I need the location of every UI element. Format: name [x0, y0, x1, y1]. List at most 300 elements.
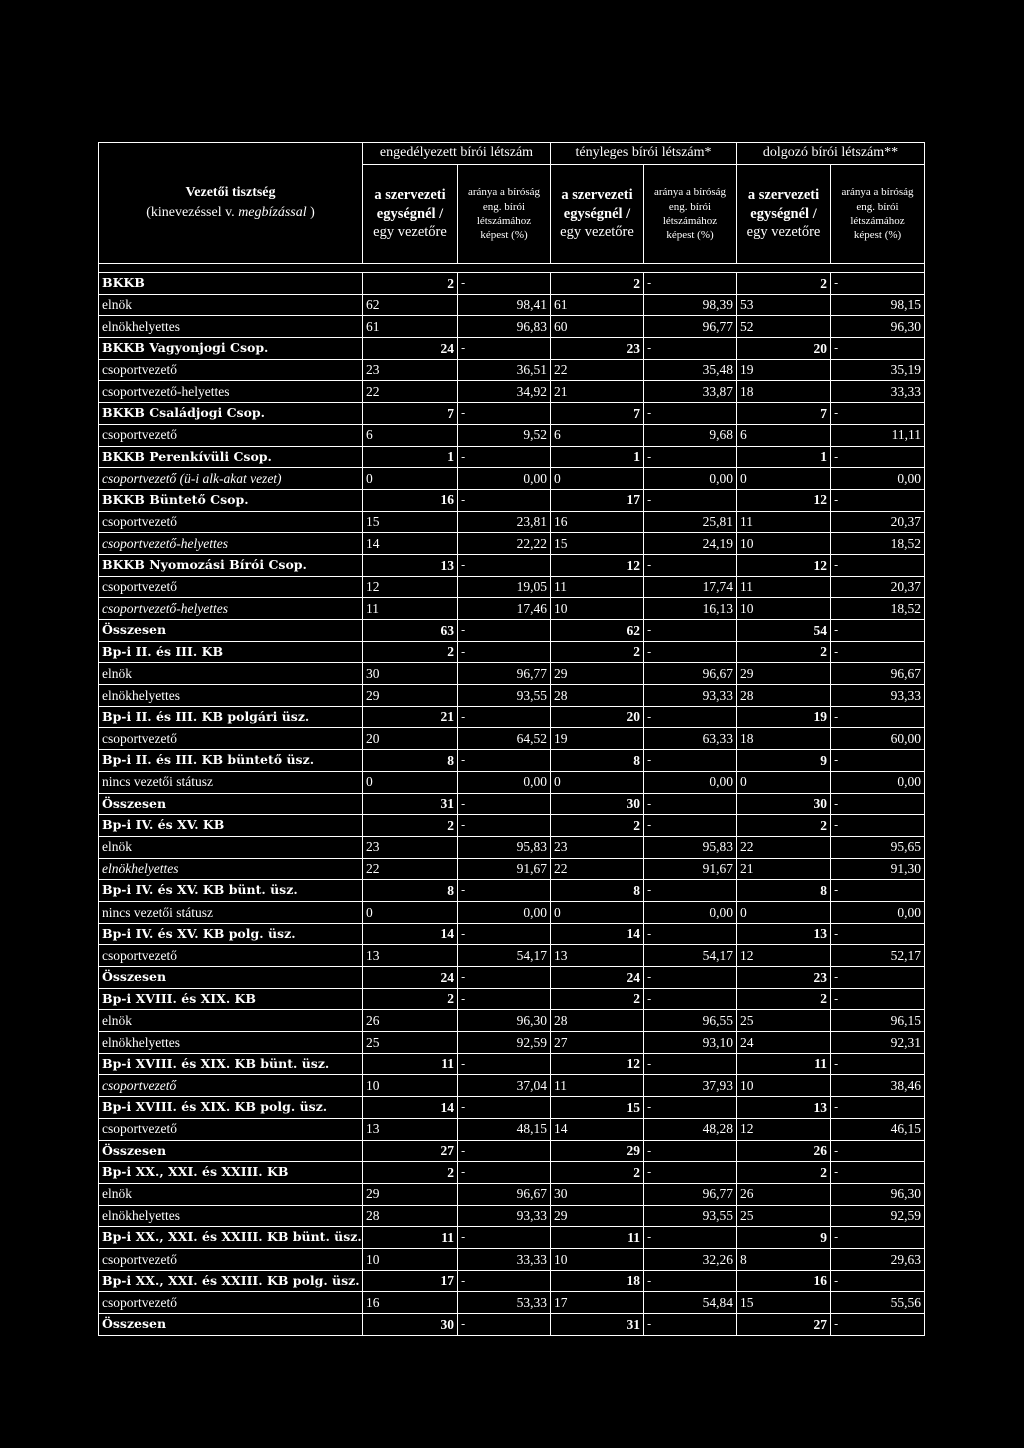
row-label: csoportvezető [99, 1292, 363, 1314]
cell-dolg-count: 19 [737, 359, 831, 381]
table-row [99, 923, 925, 945]
cell-dolg-ratio: 55,56 [831, 1292, 925, 1314]
cell-eng-ratio: 48,15 [458, 1118, 551, 1140]
cell-eng-ratio: - [458, 1227, 551, 1249]
cell-teny-count: 27 [551, 1032, 644, 1054]
row-label: Bp-i XX., XXI. és XXIII. KB bünt. üsz. [99, 1227, 363, 1249]
cell-eng-count: 14 [363, 923, 458, 945]
cell-teny-count: 30 [551, 1183, 644, 1205]
cell-eng-count: 14 [363, 1097, 458, 1119]
subheader-per-leader: a szervezeti egységnél / egy vezetőre [737, 165, 831, 264]
table-row [99, 1183, 925, 1205]
cell-teny-ratio: - [644, 1162, 737, 1184]
cell-dolg-ratio: 52,17 [831, 945, 925, 967]
cell-dolg-ratio: - [831, 1270, 925, 1292]
row-label: elnökhelyettes [99, 1032, 363, 1054]
cell-eng-ratio: 96,77 [458, 663, 551, 685]
cell-eng-count: 14 [363, 533, 458, 555]
cell-dolg-count: 21 [737, 858, 831, 880]
cell-teny-ratio: 32,26 [644, 1248, 737, 1270]
cell-teny-ratio: - [644, 923, 737, 945]
cell-teny-ratio: 54,84 [644, 1292, 737, 1314]
row-label: nincs vezetői státusz [99, 771, 363, 793]
cell-teny-count: 19 [551, 728, 644, 750]
row-label: Összesen [99, 1140, 363, 1162]
row-label: csoportvezető [99, 424, 363, 446]
cell-eng-ratio: - [458, 793, 551, 815]
cell-teny-ratio: 9,68 [644, 424, 737, 446]
cell-dolg-ratio: - [831, 273, 925, 295]
table-row [99, 620, 925, 642]
cell-dolg-ratio: 96,30 [831, 316, 925, 338]
cell-teny-count: 20 [551, 706, 644, 728]
cell-teny-ratio: 24,19 [644, 533, 737, 555]
cell-teny-count: 22 [551, 858, 644, 880]
cell-dolg-ratio: 96,67 [831, 663, 925, 685]
row-label: Bp-i XVIII. és XIX. KB polg. üsz. [99, 1097, 363, 1119]
table-row [99, 706, 925, 728]
cell-teny-count: 16 [551, 511, 644, 533]
cell-eng-count: 29 [363, 1183, 458, 1205]
table-row [99, 489, 925, 511]
table-row [99, 1053, 925, 1075]
cell-teny-ratio: 0,00 [644, 771, 737, 793]
cell-dolg-count: 30 [737, 793, 831, 815]
cell-eng-ratio: 9,52 [458, 424, 551, 446]
cell-teny-ratio: 16,13 [644, 598, 737, 620]
table-row [99, 446, 925, 468]
subheader-per-leader: a szervezeti egységnél / egy vezetőre [551, 165, 644, 264]
cell-eng-count: 25 [363, 1032, 458, 1054]
cell-dolg-count: 10 [737, 598, 831, 620]
cell-dolg-count: 9 [737, 750, 831, 772]
cell-teny-ratio: 95,83 [644, 836, 737, 858]
cell-teny-count: 18 [551, 1270, 644, 1292]
cell-eng-ratio: 36,51 [458, 359, 551, 381]
row-label: csoportvezető [99, 1075, 363, 1097]
cell-dolg-ratio: - [831, 489, 925, 511]
cell-dolg-count: 0 [737, 468, 831, 490]
cell-teny-count: 2 [551, 988, 644, 1010]
table-row [99, 1075, 925, 1097]
table-row [99, 1292, 925, 1314]
cell-teny-count: 8 [551, 750, 644, 772]
cell-teny-ratio: 48,28 [644, 1118, 737, 1140]
cell-teny-ratio: - [644, 706, 737, 728]
row-label: csoportvezető (ü-i alk-akat vezet) [99, 468, 363, 490]
cell-teny-count: 31 [551, 1314, 644, 1336]
cell-eng-count: 10 [363, 1075, 458, 1097]
cell-teny-count: 14 [551, 1118, 644, 1140]
cell-dolg-ratio: - [831, 403, 925, 425]
cell-teny-ratio: - [644, 489, 737, 511]
cell-eng-ratio: 93,55 [458, 685, 551, 707]
row-label: csoportvezető [99, 1118, 363, 1140]
cell-eng-ratio: 96,83 [458, 316, 551, 338]
cell-eng-count: 13 [363, 945, 458, 967]
cell-eng-count: 16 [363, 1292, 458, 1314]
row-label: csoportvezető-helyettes [99, 533, 363, 555]
table-row [99, 294, 925, 316]
cell-teny-count: 12 [551, 554, 644, 576]
cell-teny-ratio: 96,67 [644, 663, 737, 685]
cell-dolg-ratio: - [831, 1227, 925, 1249]
cell-eng-count: 0 [363, 901, 458, 923]
cell-teny-ratio: 93,55 [644, 1205, 737, 1227]
row-label: BKKB Büntető Csop. [99, 489, 363, 511]
table-row [99, 403, 925, 425]
cell-teny-count: 28 [551, 1010, 644, 1032]
cell-teny-ratio: 98,39 [644, 294, 737, 316]
cell-dolg-ratio: - [831, 793, 925, 815]
cell-dolg-count: 24 [737, 1032, 831, 1054]
cell-eng-ratio: - [458, 1140, 551, 1162]
cell-dolg-ratio: 96,15 [831, 1010, 925, 1032]
cell-eng-ratio: - [458, 620, 551, 642]
cell-teny-ratio: - [644, 273, 737, 295]
cell-dolg-count: 12 [737, 554, 831, 576]
cell-teny-ratio: - [644, 403, 737, 425]
cell-dolg-ratio: 33,33 [831, 381, 925, 403]
cell-dolg-ratio: - [831, 815, 925, 837]
cell-teny-count: 0 [551, 468, 644, 490]
cell-dolg-count: 11 [737, 511, 831, 533]
cell-teny-count: 15 [551, 533, 644, 555]
table-row [99, 1140, 925, 1162]
subheader-ratio: aránya a bíróság eng. bírói létszámához képest (%) [831, 165, 925, 264]
cell-eng-ratio: 53,33 [458, 1292, 551, 1314]
row-label: Összesen [99, 793, 363, 815]
cell-dolg-ratio: 35,19 [831, 359, 925, 381]
cell-teny-count: 62 [551, 620, 644, 642]
cell-eng-count: 30 [363, 1314, 458, 1336]
row-label: elnök [99, 836, 363, 858]
subheader-ratio: aránya a bíróság eng. bírói létszámához képest (%) [644, 165, 737, 264]
cell-teny-ratio: 54,17 [644, 945, 737, 967]
cell-teny-count: 30 [551, 793, 644, 815]
cell-teny-ratio: 93,33 [644, 685, 737, 707]
row-label: elnökhelyettes [99, 858, 363, 880]
cell-dolg-ratio: - [831, 620, 925, 642]
cell-teny-count: 15 [551, 1097, 644, 1119]
row-label: Bp-i IV. és XV. KB polg. üsz. [99, 923, 363, 945]
cell-dolg-ratio: - [831, 338, 925, 360]
cell-eng-ratio: - [458, 988, 551, 1010]
cell-eng-count: 17 [363, 1270, 458, 1292]
cell-teny-ratio: - [644, 815, 737, 837]
cell-teny-ratio: - [644, 1314, 737, 1336]
cell-eng-ratio: 23,81 [458, 511, 551, 533]
table-row [99, 685, 925, 707]
cell-teny-count: 11 [551, 576, 644, 598]
cell-dolg-count: 8 [737, 1248, 831, 1270]
cell-eng-count: 29 [363, 685, 458, 707]
cell-eng-count: 22 [363, 381, 458, 403]
cell-eng-count: 0 [363, 468, 458, 490]
table-row [99, 641, 925, 663]
table-row [99, 771, 925, 793]
cell-teny-ratio: 35,48 [644, 359, 737, 381]
cell-eng-count: 28 [363, 1205, 458, 1227]
cell-eng-ratio: 96,30 [458, 1010, 551, 1032]
cell-dolg-count: 0 [737, 771, 831, 793]
cell-eng-ratio: - [458, 750, 551, 772]
table-row [99, 533, 925, 555]
cell-teny-ratio: 37,93 [644, 1075, 737, 1097]
cell-dolg-count: 10 [737, 533, 831, 555]
header-group-engedelyezett: engedélyezett bírói létszám [363, 143, 551, 165]
cell-dolg-ratio: 46,15 [831, 1118, 925, 1140]
table-row [99, 1314, 925, 1336]
cell-eng-count: 27 [363, 1140, 458, 1162]
cell-teny-count: 28 [551, 685, 644, 707]
table-row [99, 728, 925, 750]
cell-dolg-ratio: 38,46 [831, 1075, 925, 1097]
cell-teny-count: 60 [551, 316, 644, 338]
cell-dolg-ratio: 92,59 [831, 1205, 925, 1227]
row-label: Bp-i II. és III. KB polgári üsz. [99, 706, 363, 728]
cell-dolg-count: 18 [737, 381, 831, 403]
row-label: csoportvezető [99, 576, 363, 598]
row-label: Bp-i XX., XXI. és XXIII. KB [99, 1162, 363, 1184]
cell-dolg-count: 20 [737, 338, 831, 360]
cell-eng-ratio: 95,83 [458, 836, 551, 858]
subheader-ratio: aránya a bíróság eng. bírói létszámához képest (%) [458, 165, 551, 264]
table-row [99, 901, 925, 923]
table-body [99, 273, 925, 1336]
cell-teny-count: 2 [551, 273, 644, 295]
cell-eng-ratio: 0,00 [458, 771, 551, 793]
cell-teny-ratio: - [644, 446, 737, 468]
staffing-table [98, 142, 925, 1336]
cell-eng-ratio: 54,17 [458, 945, 551, 967]
cell-teny-count: 0 [551, 901, 644, 923]
row-label: csoportvezető-helyettes [99, 598, 363, 620]
cell-eng-count: 11 [363, 598, 458, 620]
cell-teny-count: 21 [551, 381, 644, 403]
cell-dolg-ratio: - [831, 988, 925, 1010]
row-label: Bp-i IV. és XV. KB bünt. üsz. [99, 880, 363, 902]
cell-dolg-count: 23 [737, 967, 831, 989]
cell-eng-count: 23 [363, 359, 458, 381]
cell-teny-ratio: - [644, 750, 737, 772]
cell-teny-ratio: - [644, 1270, 737, 1292]
table-row [99, 554, 925, 576]
cell-dolg-count: 2 [737, 988, 831, 1010]
cell-eng-ratio: - [458, 1162, 551, 1184]
cell-teny-ratio: - [644, 554, 737, 576]
cell-eng-ratio: 22,22 [458, 533, 551, 555]
cell-eng-count: 15 [363, 511, 458, 533]
cell-teny-ratio: - [644, 1227, 737, 1249]
row-label: csoportvezető [99, 728, 363, 750]
cell-eng-count: 21 [363, 706, 458, 728]
cell-teny-count: 10 [551, 1248, 644, 1270]
cell-eng-count: 30 [363, 663, 458, 685]
cell-dolg-count: 12 [737, 1118, 831, 1140]
cell-teny-ratio: - [644, 1053, 737, 1075]
cell-eng-ratio: - [458, 923, 551, 945]
cell-teny-ratio: 63,33 [644, 728, 737, 750]
cell-teny-count: 61 [551, 294, 644, 316]
cell-eng-ratio: 17,46 [458, 598, 551, 620]
cell-eng-ratio: 19,05 [458, 576, 551, 598]
table-row [99, 815, 925, 837]
cell-eng-count: 24 [363, 338, 458, 360]
cell-dolg-ratio: 18,52 [831, 533, 925, 555]
cell-eng-ratio: 37,04 [458, 1075, 551, 1097]
cell-dolg-ratio: 0,00 [831, 901, 925, 923]
cell-eng-count: 13 [363, 1118, 458, 1140]
cell-dolg-count: 28 [737, 685, 831, 707]
cell-eng-count: 63 [363, 620, 458, 642]
table-row [99, 511, 925, 533]
cell-dolg-ratio: 93,33 [831, 685, 925, 707]
cell-teny-ratio: 17,74 [644, 576, 737, 598]
cell-eng-count: 23 [363, 836, 458, 858]
cell-eng-ratio: - [458, 706, 551, 728]
cell-dolg-count: 29 [737, 663, 831, 685]
cell-eng-ratio: - [458, 1097, 551, 1119]
table-row [99, 988, 925, 1010]
table-row [99, 836, 925, 858]
row-label: Bp-i XX., XXI. és XXIII. KB polg. üsz. [99, 1270, 363, 1292]
cell-dolg-ratio: 20,37 [831, 576, 925, 598]
row-label: elnökhelyettes [99, 685, 363, 707]
cell-teny-ratio: 0,00 [644, 901, 737, 923]
cell-teny-count: 23 [551, 338, 644, 360]
cell-teny-count: 13 [551, 945, 644, 967]
cell-eng-count: 13 [363, 554, 458, 576]
cell-dolg-count: 12 [737, 489, 831, 511]
cell-eng-ratio: 0,00 [458, 468, 551, 490]
table-row [99, 1097, 925, 1119]
cell-dolg-ratio: - [831, 1314, 925, 1336]
row-label: elnök [99, 1010, 363, 1032]
cell-eng-count: 0 [363, 771, 458, 793]
row-label: BKKB Perenkívüli Csop. [99, 446, 363, 468]
cell-dolg-count: 0 [737, 901, 831, 923]
row-label: elnök [99, 663, 363, 685]
table-row [99, 1227, 925, 1249]
table-row [99, 793, 925, 815]
cell-eng-ratio: 91,67 [458, 858, 551, 880]
cell-eng-ratio: - [458, 880, 551, 902]
cell-dolg-ratio: 11,11 [831, 424, 925, 446]
row-label: BKKB [99, 273, 363, 295]
cell-dolg-count: 1 [737, 446, 831, 468]
row-label: Bp-i XVIII. és XIX. KB bünt. üsz. [99, 1053, 363, 1075]
cell-eng-ratio: 92,59 [458, 1032, 551, 1054]
cell-dolg-count: 2 [737, 273, 831, 295]
cell-dolg-count: 25 [737, 1010, 831, 1032]
cell-teny-ratio: - [644, 988, 737, 1010]
cell-eng-ratio: - [458, 815, 551, 837]
cell-dolg-count: 2 [737, 1162, 831, 1184]
cell-eng-count: 2 [363, 273, 458, 295]
cell-eng-count: 16 [363, 489, 458, 511]
cell-dolg-ratio: - [831, 1140, 925, 1162]
cell-eng-ratio: 33,33 [458, 1248, 551, 1270]
cell-dolg-ratio: 20,37 [831, 511, 925, 533]
cell-teny-count: 11 [551, 1075, 644, 1097]
cell-dolg-ratio: 98,15 [831, 294, 925, 316]
table-row [99, 1118, 925, 1140]
cell-dolg-ratio: 29,63 [831, 1248, 925, 1270]
cell-dolg-count: 13 [737, 1097, 831, 1119]
cell-dolg-count: 2 [737, 641, 831, 663]
row-label: csoportvezető [99, 1248, 363, 1270]
cell-teny-ratio: - [644, 620, 737, 642]
header-group-dolgozo: dolgozó bírói létszám** [737, 143, 925, 165]
row-label: elnökhelyettes [99, 1205, 363, 1227]
cell-dolg-count: 11 [737, 1053, 831, 1075]
table-row [99, 273, 925, 295]
cell-teny-ratio: - [644, 793, 737, 815]
cell-eng-ratio: - [458, 446, 551, 468]
cell-dolg-count: 54 [737, 620, 831, 642]
cell-teny-ratio: - [644, 967, 737, 989]
cell-eng-ratio: 93,33 [458, 1205, 551, 1227]
cell-eng-count: 62 [363, 294, 458, 316]
table-row [99, 381, 925, 403]
cell-teny-count: 2 [551, 641, 644, 663]
cell-dolg-ratio: - [831, 446, 925, 468]
cell-dolg-count: 11 [737, 576, 831, 598]
table-row [99, 1010, 925, 1032]
cell-eng-count: 12 [363, 576, 458, 598]
cell-dolg-count: 22 [737, 836, 831, 858]
cell-teny-ratio: - [644, 338, 737, 360]
row-label: Bp-i II. és III. KB büntető üsz. [99, 750, 363, 772]
cell-eng-count: 2 [363, 815, 458, 837]
table-row [99, 1248, 925, 1270]
cell-teny-count: 2 [551, 1162, 644, 1184]
cell-teny-count: 22 [551, 359, 644, 381]
table-row [99, 1270, 925, 1292]
cell-eng-count: 24 [363, 967, 458, 989]
row-label: elnökhelyettes [99, 316, 363, 338]
cell-dolg-ratio: 91,30 [831, 858, 925, 880]
cell-eng-count: 1 [363, 446, 458, 468]
cell-teny-count: 11 [551, 1227, 644, 1249]
row-label: Összesen [99, 967, 363, 989]
table-row [99, 663, 925, 685]
row-label: Bp-i XVIII. és XIX. KB [99, 988, 363, 1010]
cell-teny-ratio: - [644, 1097, 737, 1119]
cell-teny-count: 14 [551, 923, 644, 945]
cell-eng-count: 8 [363, 880, 458, 902]
cell-eng-count: 2 [363, 1162, 458, 1184]
table-row [99, 316, 925, 338]
cell-dolg-ratio: - [831, 554, 925, 576]
cell-eng-ratio: - [458, 967, 551, 989]
subheader-per-leader: a szervezeti egységnél / egy vezetőre [363, 165, 458, 264]
cell-teny-ratio: 33,87 [644, 381, 737, 403]
cell-eng-ratio: - [458, 338, 551, 360]
cell-teny-ratio: - [644, 880, 737, 902]
cell-teny-count: 17 [551, 489, 644, 511]
cell-teny-ratio: 93,10 [644, 1032, 737, 1054]
cell-dolg-count: 6 [737, 424, 831, 446]
table-row [99, 967, 925, 989]
cell-teny-count: 8 [551, 880, 644, 902]
cell-eng-count: 10 [363, 1248, 458, 1270]
cell-dolg-count: 9 [737, 1227, 831, 1249]
cell-eng-count: 26 [363, 1010, 458, 1032]
cell-dolg-count: 27 [737, 1314, 831, 1336]
row-label: csoportvezető [99, 511, 363, 533]
